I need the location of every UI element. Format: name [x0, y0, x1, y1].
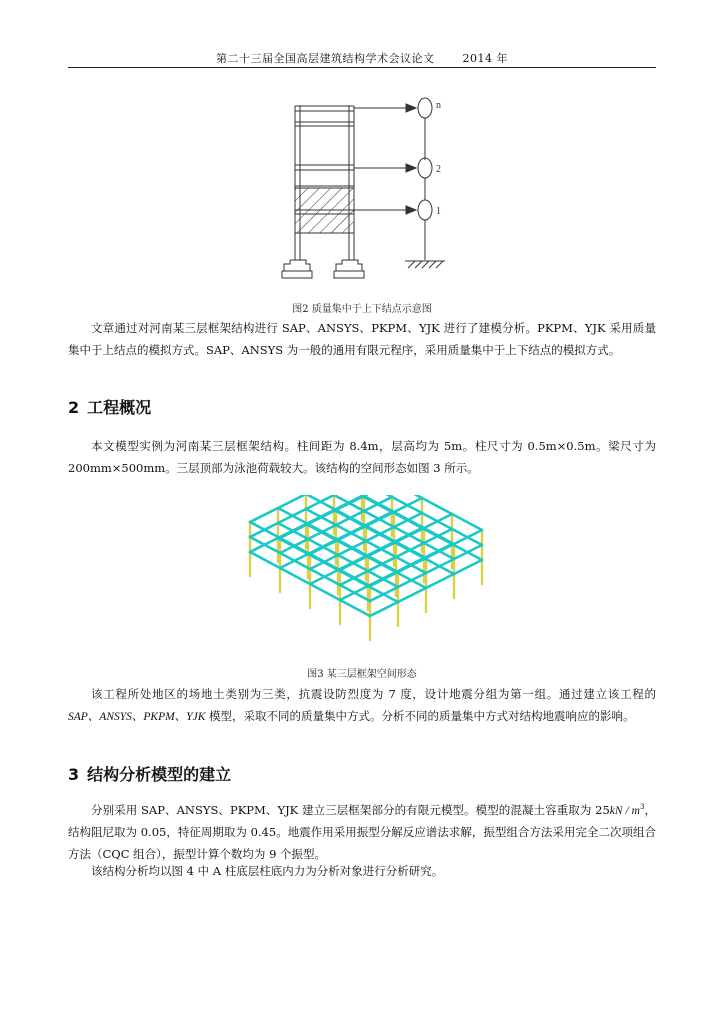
site-text-part1: 该工程所处地区的场地土类别为三类，抗震设防烈度为 7 度，设计地震分组为第一组。通过建立该工程的 [91, 687, 656, 701]
model-text-part1: 分别采用 SAP、ANSYS、PKPM、YJK 建立三层框架部分的有限元模型。模型的混凝土容重取为 25 [91, 802, 610, 817]
paragraph-intro: 文章通过对河南某三层框架结构进行 SAP、ANSYS、PKPM、YJK 进行了建模分析。PKPM、YJK 采用质量集中于上结点的模拟方式。SAP、ANSYS 为一般的通用有限元程序，采用质量集中于上下结点的模拟方式。 [68, 321, 656, 357]
frame-3d-members [250, 495, 482, 640]
frame-beam [370, 602, 398, 616]
frame-sketch [295, 106, 354, 260]
frame-beam [280, 568, 310, 584]
frame-beam [426, 574, 454, 588]
header-title: 第二十三届全国高层建筑结构学术会议论文 [216, 52, 435, 65]
mass-label-n: n [436, 100, 441, 111]
mass-label-2: 2 [436, 164, 441, 175]
figure-2-lumped-mass-diagram [270, 90, 470, 286]
section-3-number: 3 [68, 765, 80, 784]
figure-3-caption: 图3 某三层框架空间形态 [307, 669, 417, 680]
section-3-title: 结构分析模型的建立 [87, 765, 232, 784]
density-unit-exponent: 3 [639, 803, 645, 811]
figure-3-frame-3d-model [240, 495, 490, 650]
section-2-number: 2 [68, 398, 80, 417]
frame-beam [340, 600, 370, 616]
frame-beam [392, 495, 422, 498]
paragraph-model-setup [68, 797, 656, 865]
density-unit: kN / m [609, 804, 640, 817]
lumped-mass-stick [405, 98, 445, 268]
footings [282, 260, 364, 278]
section-2-heading [68, 395, 151, 418]
frame-beam [250, 552, 280, 568]
frame-beam [454, 560, 482, 574]
header-year: 2014 年 [462, 52, 508, 65]
frame-beam [422, 498, 452, 514]
figure-2-caption: 图2 质量集中于上下结点示意图 [292, 304, 432, 315]
site-text-part2: 模型，采取不同的质量集中方式。分析不同的质量集中方式对结构地震响应的影响。 [205, 708, 635, 723]
frame-beam [398, 588, 426, 602]
section-2-title: 工程概况 [87, 398, 152, 417]
mass-label-1: 1 [436, 206, 441, 217]
frame-beam [278, 495, 306, 508]
model-text-part2: ，结构阻尼取为 0.05，特征周期取为 0.45。地震作用采用振型分解反应谱法求解，振型组合方法采用完全二次项组合方法（CQC 组合），振型计算个数均为 9 个振型。 [68, 802, 656, 861]
section-3-heading [68, 762, 231, 785]
arrows [354, 104, 416, 214]
frame-beam [250, 508, 278, 522]
frame-beam [310, 584, 340, 600]
paragraph-site-conditions [68, 684, 656, 728]
paragraph-project-overview: 本文模型实例为河南某三层框架结构。柱间距为 8.4m，层高均为 5m。柱尺寸为 0.5m×0.5m。梁尺寸为 200mm×500mm。三层顶部为泳池荷载较大。该结构的空间形态如图 3 所示。 [68, 439, 656, 475]
paragraph-analysis-object: 该结构分析均以图 4 中 A 柱底层柱底内力为分析对象进行分析研究。 [91, 864, 444, 878]
frame-beam [452, 514, 482, 530]
header-rule [68, 67, 656, 68]
software-list: SAP、ANSYS、PKPM、YJK [68, 710, 206, 723]
running-header [0, 50, 724, 66]
